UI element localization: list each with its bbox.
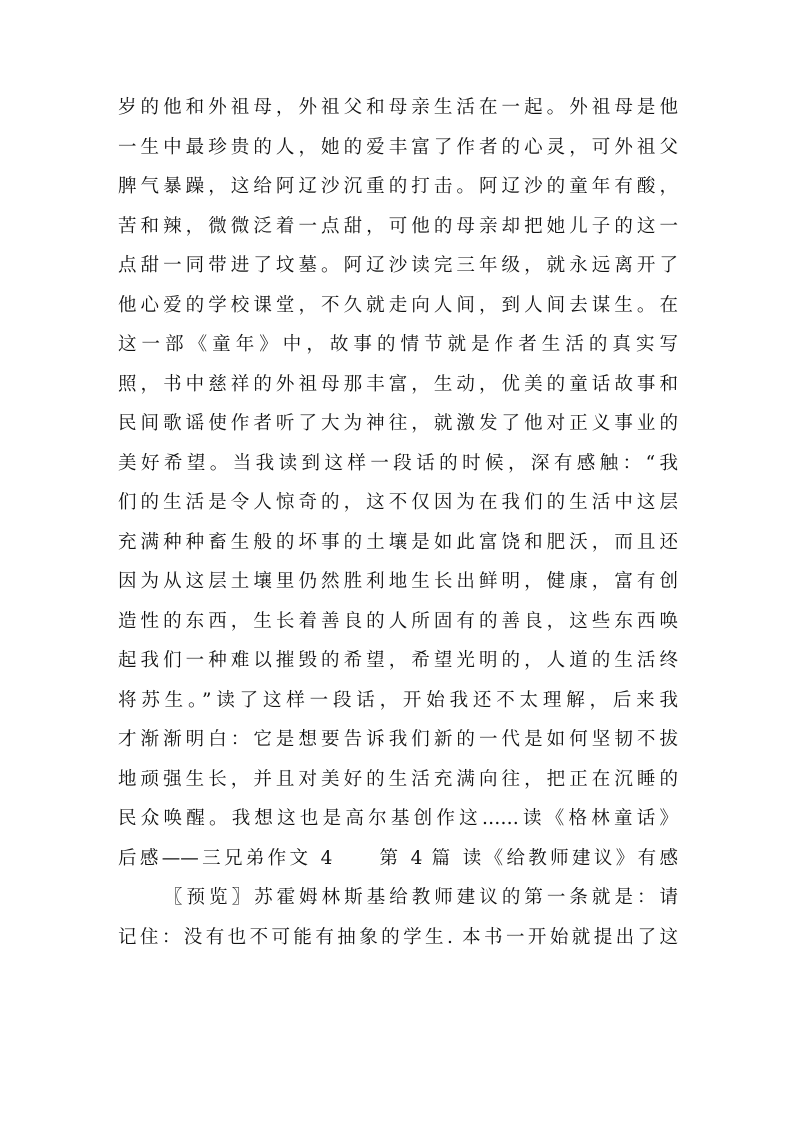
text-line: 民间歌谣使作者听了大为神往，就激发了他对正义事业的 [118,413,678,434]
text-line: 这一部《童年》中，故事的情节就是作者生活的真实写 [118,334,678,355]
text-line: 起我们一种难以摧毁的希望，希望光明的，人道的生活终 [118,650,678,671]
text-line: 苦和辣，微微泛着一点甜，可他的母亲却把她儿子的这一 [118,215,678,237]
text-line: 脾气暴躁，这给阿辽沙沉重的打击。阿辽沙的童年有酸， [118,176,678,197]
text-line: 照，书中慈祥的外祖母那丰富，生动，优美的童话故事和 [118,373,678,395]
text-line: 造性的东西，生长着善良的人所固有的善良，这些东西唤 [118,610,678,632]
text-line: 因为从这层土壤里仍然胜利地生长出鲜明，健康，富有创 [118,571,678,592]
text-line: 他心爱的学校课堂，不久就走向人间，到人间去谋生。在 [118,294,678,316]
text-line: 充满种种畜生般的坏事的土壤是如此富饶和肥沃，而且还 [118,531,678,553]
text-line: 地顽强生长，并且对美好的生活充满向往，把正在沉睡的 [118,768,678,790]
text-line: 点甜一同带进了坟墓。阿辽沙读完三年级，就永远离开了 [118,255,678,276]
text-line: 才渐渐明白：它是想要告诉我们新的一代是如何坚韧不拔 [118,729,678,750]
body-text [118,88,678,957]
preview-paragraph-line: 〖预览〗苏霍姆林斯基给教师建议的第一条就是：请 [164,887,678,908]
text-line: 民众唤醒。我想这也是高尔基创作这……读《格林童话》 [118,808,678,829]
section-heading-line: 后感——三兄弟作文 4 第 4 篇 读《给教师建议》有感 [118,847,678,869]
text-line: 们的生活是令人惊奇的，这不仅因为在我们的生活中这层 [118,492,678,513]
text-line: 一生中最珍贵的人，她的爱丰富了作者的心灵，可外祖父 [118,136,678,158]
text-line: 记住：没有也不可能有抽象的学生. 本书一开始就提出了这 [118,926,678,948]
text-line: 岁的他和外祖母，外祖父和母亲生活在一起。外祖母是他 [118,97,678,118]
text-line: 将苏生。”读了这样一段话，开始我还不太理解，后来我 [118,689,678,711]
text-line: 美好希望。当我读到这样一段话的时候，深有感触：“我 [118,452,678,474]
